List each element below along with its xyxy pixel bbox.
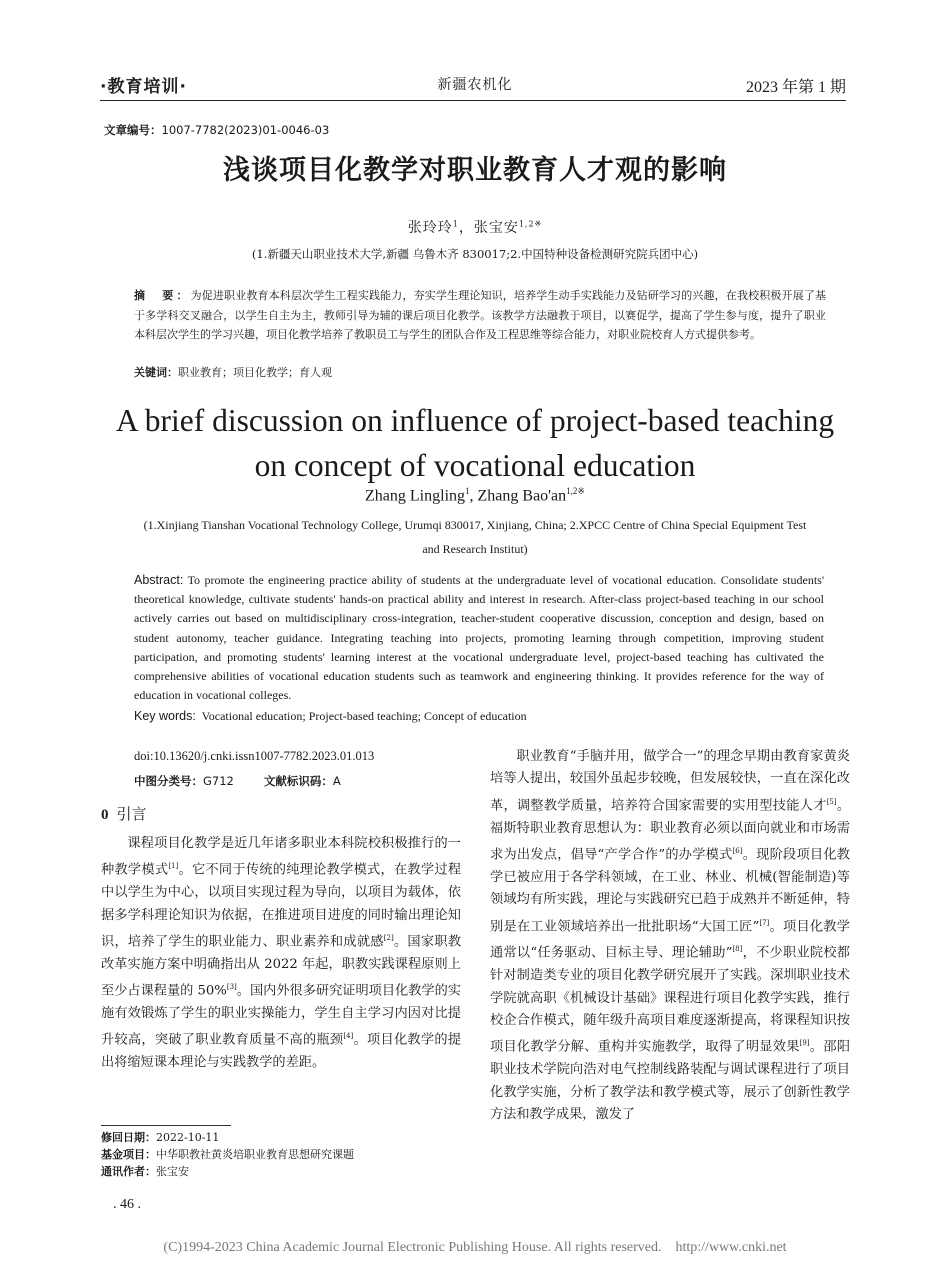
author-2: ，张宝安 — [458, 220, 519, 236]
english-title-line-1: A brief discussion on influence of project-based teaching — [115, 403, 835, 438]
doc-code-label: 文献标识码： — [263, 774, 333, 788]
english-author-2: , Zhang Bao'an — [469, 487, 567, 505]
chinese-keywords-label: 关键词： — [134, 366, 178, 379]
english-abstract-text: To promote the engineering practice ability of students at the undergraduate level of vocational education. Consolidate students' theoretical knowledge, cultivate students' hands-on practical ability and interest in research. After-class project-based teaching in our school actively carries out based on multidisciplinary cross-integration, teacher-student cooperative discussion, conception and design, based on student autonomy, teacher guidance. Integrating teaching into projects, promoting learning through competition, improving student participation, and promoting students' learning interest at the vocational undergraduate level, project-based teaching has cultivated the comprehensive abilities of vocational education students such as teamwork and engineering thinking. It provides reference for the way of education in vocational colleges. — [134, 573, 824, 703]
citation: [6] — [732, 847, 743, 856]
section-number: 0 — [101, 807, 109, 823]
article-number-value: 1007-7782(2023)01-0046-03 — [161, 123, 330, 137]
doi: doi:10.13620/j.cnki.issn1007-7782.2023.01.013 — [134, 749, 375, 763]
body-right-column — [490, 746, 850, 1126]
english-affiliation-line-2: and Research Institut) — [422, 542, 528, 556]
body-left-column — [101, 833, 461, 1075]
chinese-keywords-text: 职业教育；项目化教学；育人观 — [178, 366, 332, 379]
english-title-line-2: on concept of vocational education — [254, 448, 696, 483]
english-keywords-text: Vocational education; Project-based teaching; Concept of education — [201, 709, 527, 723]
english-authors — [0, 486, 950, 505]
author-1: 张玲玲 — [407, 220, 453, 236]
running-header-section: ·教育培训· — [100, 77, 187, 97]
footnote-revised-date: 修回日期：2022-10-11 — [101, 1131, 220, 1144]
citation: [4] — [343, 1032, 354, 1041]
footnote-label: 通讯作者： — [101, 1165, 156, 1178]
chinese-abstract-label: 摘 要： — [134, 289, 191, 302]
section-heading — [101, 803, 147, 824]
english-author-1-sup: 1 — [465, 486, 470, 496]
citation: [5] — [826, 797, 837, 806]
footnote-corresponding-author: 通讯作者：张宝安 — [101, 1165, 189, 1178]
chinese-authors — [0, 217, 950, 237]
clc-label: 中图分类号： — [134, 774, 203, 788]
english-keywords — [134, 709, 527, 724]
english-abstract-label: Abstract: — [134, 573, 184, 587]
paragraph: 职业教育“手脑并用，做学合一”的理念早期由教育家黄炎培等人提出，较国外虽起步较晚，但发展较快，一直在深化改革，调整教学质量，培养符合国家需要的实用型技能人才[5]。福斯特职业教育思想认为：职业教育必须以面向就业和市场需求为出发点，倡导“产学合作”的办学模式[6]。现阶段项目化教学已被应用于各学科领域，在工业、林业、机械(智能制造)等领域均有所实践，理论与实践研究已趋于成熟并不断延伸，特别是在工业领域培养出一批批职场“大国工匠”[7]。项目化教学通常以“任务驱动、目标主导、理论辅助”[8]，不少职业院校都针对制造类专业的项目化教学研究展开了实践。深圳职业技术学院就高职《机械设计基础》课程进行项目化教学实践，推行校企合作模式，随年级升高项目难度逐渐提高，将课程知识按项目化教学分解、重构并实施教学，取得了明显效果[9]。邵阳职业技术学院向浩对电气控制线路装配与调试课程进行了项目化教学实施，分析了教学法和教学模式等，展示了创新性教学方法和教学成果，激发了 — [490, 749, 851, 1123]
english-author-1: Zhang Lingling — [365, 487, 466, 505]
chinese-affiliation: (1.新疆天山职业技术大学,新疆 乌鲁木齐 830017;2.中国特种设备检测研究院兵团中心) — [251, 247, 699, 261]
chinese-abstract-text: 为促进职业教育本科层次学生工程实践能力，夯实学生理论知识，培养学生动手实践能力及钻研学习的兴趣，在我校积极开展了基于多学科交叉融合，以学生自主为主，教师引导为辅的课后项目化教学。该教学方法融教于项目，以赛促学，提高了学生参与度，提升了职业本科层次学生的学习兴趣，项目化教学培养了教职员工与学生的团队合作及工程思维等综合能力，对职业院校育人方式提供参考。 — [134, 289, 827, 341]
article-number-label: 文章编号： — [104, 123, 162, 137]
footnote-rule — [101, 1125, 231, 1126]
classification — [134, 773, 341, 789]
footnote-label: 修回日期： — [101, 1131, 156, 1144]
english-title — [60, 398, 890, 488]
paragraph: 课程项目化教学是近几年诸多职业本科院校积极推行的一种教学模式[1]。它不同于传统的纯理论教学模式，在教学过程中以学生为中心，以项目实现过程为导向，以项目为载体，依据多学科理论知识为依据，在推进项目进度的同时输出理论知识，培养了学生的职业能力、职业素养和成就感[2]。国家职教改革实施方案中明确指出从 2022 年起，职教实践课程原则上至少占课程量的 50%[3]。国内外很多研究证明项目化教学的实施有效锻炼了学生的职业实操能力，学生自主学习内因对比提升较高，突破了职业教育质量不高的瓶颈[4]。项目化教学的提出将缩短课本理论与实践教学的差距。 — [101, 836, 462, 1071]
running-header-journal: 新疆农机化 — [437, 77, 513, 93]
doc-code-value: A — [332, 774, 341, 788]
clc-value: G712 — [203, 774, 234, 788]
header-rule — [100, 100, 846, 101]
english-affiliation-line-1: (1.Xinjiang Tianshan Vocational Technology College, Urumqi 830017, Xinjiang, China; 2.XPCC Centre of China Special Equipment Test — [143, 518, 807, 532]
citation: [9] — [799, 1039, 810, 1048]
footnotes — [101, 1129, 354, 1180]
citation: [1] — [168, 862, 179, 871]
chinese-abstract — [134, 286, 826, 345]
page-number: . 46 . — [113, 1197, 141, 1212]
citation: [8] — [732, 945, 743, 954]
english-affiliation — [100, 513, 850, 561]
section-title: 引言 — [116, 805, 147, 823]
footnote-fund: 基金项目：中华职教社黄炎培职业教育思想研究课题 — [101, 1148, 354, 1161]
english-abstract — [134, 571, 824, 705]
running-header-issue: 2023 年第 1 期 — [745, 79, 846, 96]
chinese-keywords — [134, 364, 332, 380]
footnote-label: 基金项目： — [101, 1148, 156, 1161]
citation: [7] — [759, 918, 770, 927]
author-2-sup: 1,2※ — [518, 219, 543, 229]
author-1-sup: 1 — [452, 219, 459, 229]
citation: [2] — [383, 934, 394, 943]
citation: [3] — [226, 983, 237, 992]
chinese-title: 浅谈项目化教学对职业教育人才观的影响 — [223, 155, 727, 186]
article-number — [104, 122, 329, 138]
english-author-2-sup: 1,2※ — [566, 486, 585, 496]
copyright-watermark: (C)1994-2023 China Academic Journal Electronic Publishing House. All rights reserved. http://www.cnki.net — [163, 1240, 787, 1255]
english-keywords-label: Key words: — [134, 709, 196, 723]
